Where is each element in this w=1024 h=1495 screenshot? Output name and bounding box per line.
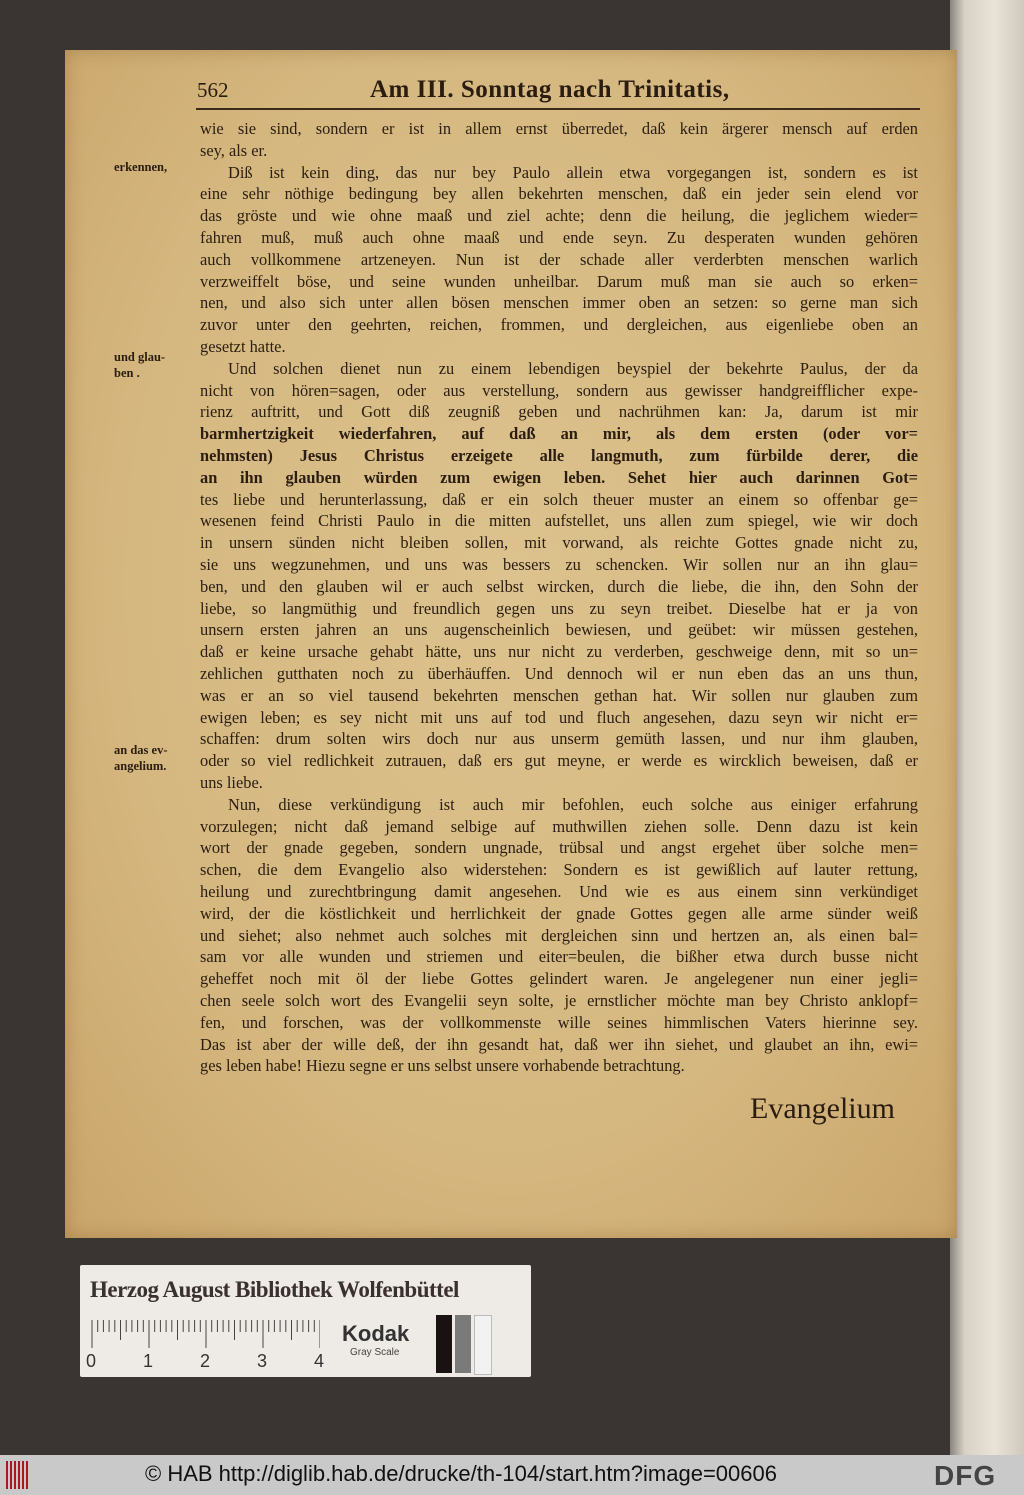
text-line: Nun, diese verkündigung ist auch mir befohlen, euch solche aus einiger erfahrung (228, 794, 918, 814)
text-line: ges leben habe! Hiezu segne er uns selbst unsere vorhabende betrachtung. (200, 1056, 685, 1076)
text-line: an ihn glauben würden zum ewigen leben. Sehet hier auch darinnen Got= (200, 467, 918, 487)
text-line: was er an so viel tausend bekehrten menschen gethan hat. Wir sollen nur glauben zum (200, 685, 918, 705)
page-number: 562 (197, 78, 229, 102)
text-line: vorzulegen; nicht daß jemand selbige auf muthwillen ziehen solle. Denn dazu ist kein (200, 816, 918, 836)
text-line: uns liebe. (200, 773, 263, 792)
ruler-number: 1 (143, 1351, 154, 1371)
text-line: Das ist aber der wille deß, der ihn gesandt hat, daß wer ihn siehet, und glaubet an ihn, ewi= (200, 1034, 918, 1054)
black-swatch (436, 1315, 452, 1373)
text-line: sey, als er. (200, 140, 268, 160)
text-line: fen, und forschen, was der vollkommenste wille seines himmlischen Vaters hierinne sey. (200, 1012, 918, 1032)
hab-logo-icon (6, 1461, 28, 1489)
margin-note: an das ev- (114, 743, 168, 757)
color-calibration-card (80, 1265, 531, 1377)
text-line: schaffen: drum solten wirs doch nur aus unserm gemüth lassen, und nur ihm glauben, (200, 729, 918, 749)
text-line: nicht von hören=sagen, oder aus verstellung, sondern aus gewisser handgreifflicher expe- (200, 380, 918, 400)
white-swatch (474, 1315, 492, 1375)
text-line: heilung und zurechtbringung damit angesehen. Und wie es aus einem sinn verkündiget (200, 882, 918, 901)
text-line: rienz auftritt, und Gott diß zeugniß geben und nachrühmen kan: Ja, darum ist mir (200, 402, 918, 422)
text-line: schen, die dem Evangelio also widerstehen: Sondern es ist gewißlich auf lauter rettung, (200, 860, 918, 880)
text-line: wie sie sind, sondern er ist in allem ernst überredet, daß kein ärgerer mensch auf erden (200, 119, 918, 138)
text-line: und siehet; also nehmet auch solches mit dergleichen sinn und hertzen an, als einen bal= (200, 925, 918, 945)
text-line: unsern ersten jahren an uns augenscheinlich bewiesen, und geübet: wir müssen gestehen, (200, 620, 918, 640)
text-line: ben, und den glauben wil er auch selbst wircken, durch die liebe, die ihn, den Sohn der (200, 576, 918, 596)
text-line: ewigen leben; es sey nicht mit uns auf tod und fluch angesehen, dazu seyn wir nicht er= (200, 707, 918, 727)
text-line: fahren muß, muß auch ohne maaß und ende seyn. Zu desperaten wunden gehören (200, 228, 918, 247)
text-line: nen, und also sich unter allen bösen menschen immer oben an setzen: so gerne man sich (200, 293, 918, 313)
ruler-number: 3 (257, 1351, 268, 1371)
text-line: zuvor unter den geehrten, reichen, frommen, und dergleichen, aus eigenliebe oben an (200, 315, 918, 335)
text-line: sam vor alle wunden und striemen und eiter=beulen, die bißher etwa durch busse nicht (200, 947, 918, 967)
text-line: zehlichen gutthaten noch zu überhäuffen. Und dennoch wil er nun eben das an uns thun, (200, 664, 918, 683)
text-line: das gröste und wie ohne maaß und ziel achte; denn die heilung, die jeglichem wieder= (200, 206, 918, 226)
text-line: geheffet noch mit öl der liebe Gottes gelindert waren. Je angelegener nun einer jegli= (200, 969, 918, 989)
text-line: auch vollkommene artzeneyen. Nun ist der schade aller verderbten menschen warlich (200, 249, 918, 269)
ruler-number: 0 (86, 1351, 97, 1371)
margin-note: angelium. (114, 759, 167, 773)
gray-swatch (455, 1315, 471, 1373)
catchword: Evangelium (750, 1092, 895, 1125)
copyright-link[interactable]: © HAB http://diglib.hab.de/drucke/th-104/start.htm?image=00606 (145, 1461, 777, 1486)
ruler-number: 4 (314, 1351, 325, 1371)
text-line: liebe, so langmüthig und freundlich gegen uns zu seyn treibet. Dieselbe hat er ja von (200, 598, 918, 618)
running-head: Am III. Sonntag nach Trinitatis, (370, 76, 730, 103)
text-line: sie uns wegzunehmen, und uns was bessers zu schencken. Wir sollen nur an ihn glau= (200, 555, 918, 574)
text-line: tes liebe und herunterlassung, daß er ein solch theuer muster an einem so offenbar ge= (200, 489, 918, 509)
text-line: wird, der die köstlichkeit und herrlichkeit der gnade Gottes gegen alle arme sünder weiß (200, 903, 918, 923)
footer-bar (0, 1455, 1024, 1495)
margin-note: erkennen, (114, 160, 168, 174)
header-rule (196, 108, 920, 110)
margin-note: und glau- (114, 350, 166, 364)
card-title: Herzog August Bibliothek Wolfenbüttel (90, 1277, 459, 1302)
text-line: nehmsten) Jesus Christus erzeigete alle langmuth, zum fürbilde derer, die (200, 446, 918, 465)
text-line: gesetzt hatte. (200, 337, 286, 356)
text-line: verzweiffelt böse, und seine wunden unheilbar. Darum muß man sie auch so erken= (200, 271, 918, 291)
text-line: wesenen feind Christi Paulo in die mitten aufstellet, uns allen zum spiegel, wie wir doch (200, 511, 918, 531)
dfg-logo: DFG (934, 1460, 997, 1491)
text-line: Und solchen dienet nun zu einem lebendigen beyspiel der bekehrte Paulus, der da (228, 358, 918, 378)
text-line: oder so viel redlichkeit zutrauen, daß ers gut meyne, er werde es wircklich beweisen, daß er (200, 751, 918, 771)
margin-note: ben . (114, 366, 140, 380)
text-line: daß er keine ursache gehabt hätte, uns nur nicht zu verderben, geschweige denn, mit so un= (200, 642, 918, 662)
gray-scale-label: Gray Scale (350, 1347, 400, 1358)
text-line: in unsern sünden nicht bleiben sollen, mit vorwand, als reichte Gottes gnade nicht zu, (200, 533, 918, 553)
text-line: barmhertzigkeit wiederfahren, auf daß an mir, als dem ersten (oder vor= (200, 424, 918, 444)
text-line: wort der gnade gegeben, sondern ungnade, trübsal und angst ergehet über solche men= (200, 838, 918, 858)
text-line: eine sehr nöthige bedingung bey allen bekehrten menschen, daß ein jeder sein elend vor (200, 184, 918, 204)
adjacent-page-edge (950, 0, 1024, 1455)
ruler-scale (90, 1320, 320, 1348)
text-line: Diß ist kein ding, das nur bey Paulo allein etwa vorgegangen ist, sondern es ist (228, 162, 918, 182)
kodak-logo: Kodak (342, 1321, 410, 1346)
text-line: chen seele solch wort des Evangelii seyn solte, je ernstlicher möchte man bey Christo anklopf= (200, 991, 918, 1010)
ruler-number: 2 (200, 1351, 211, 1371)
